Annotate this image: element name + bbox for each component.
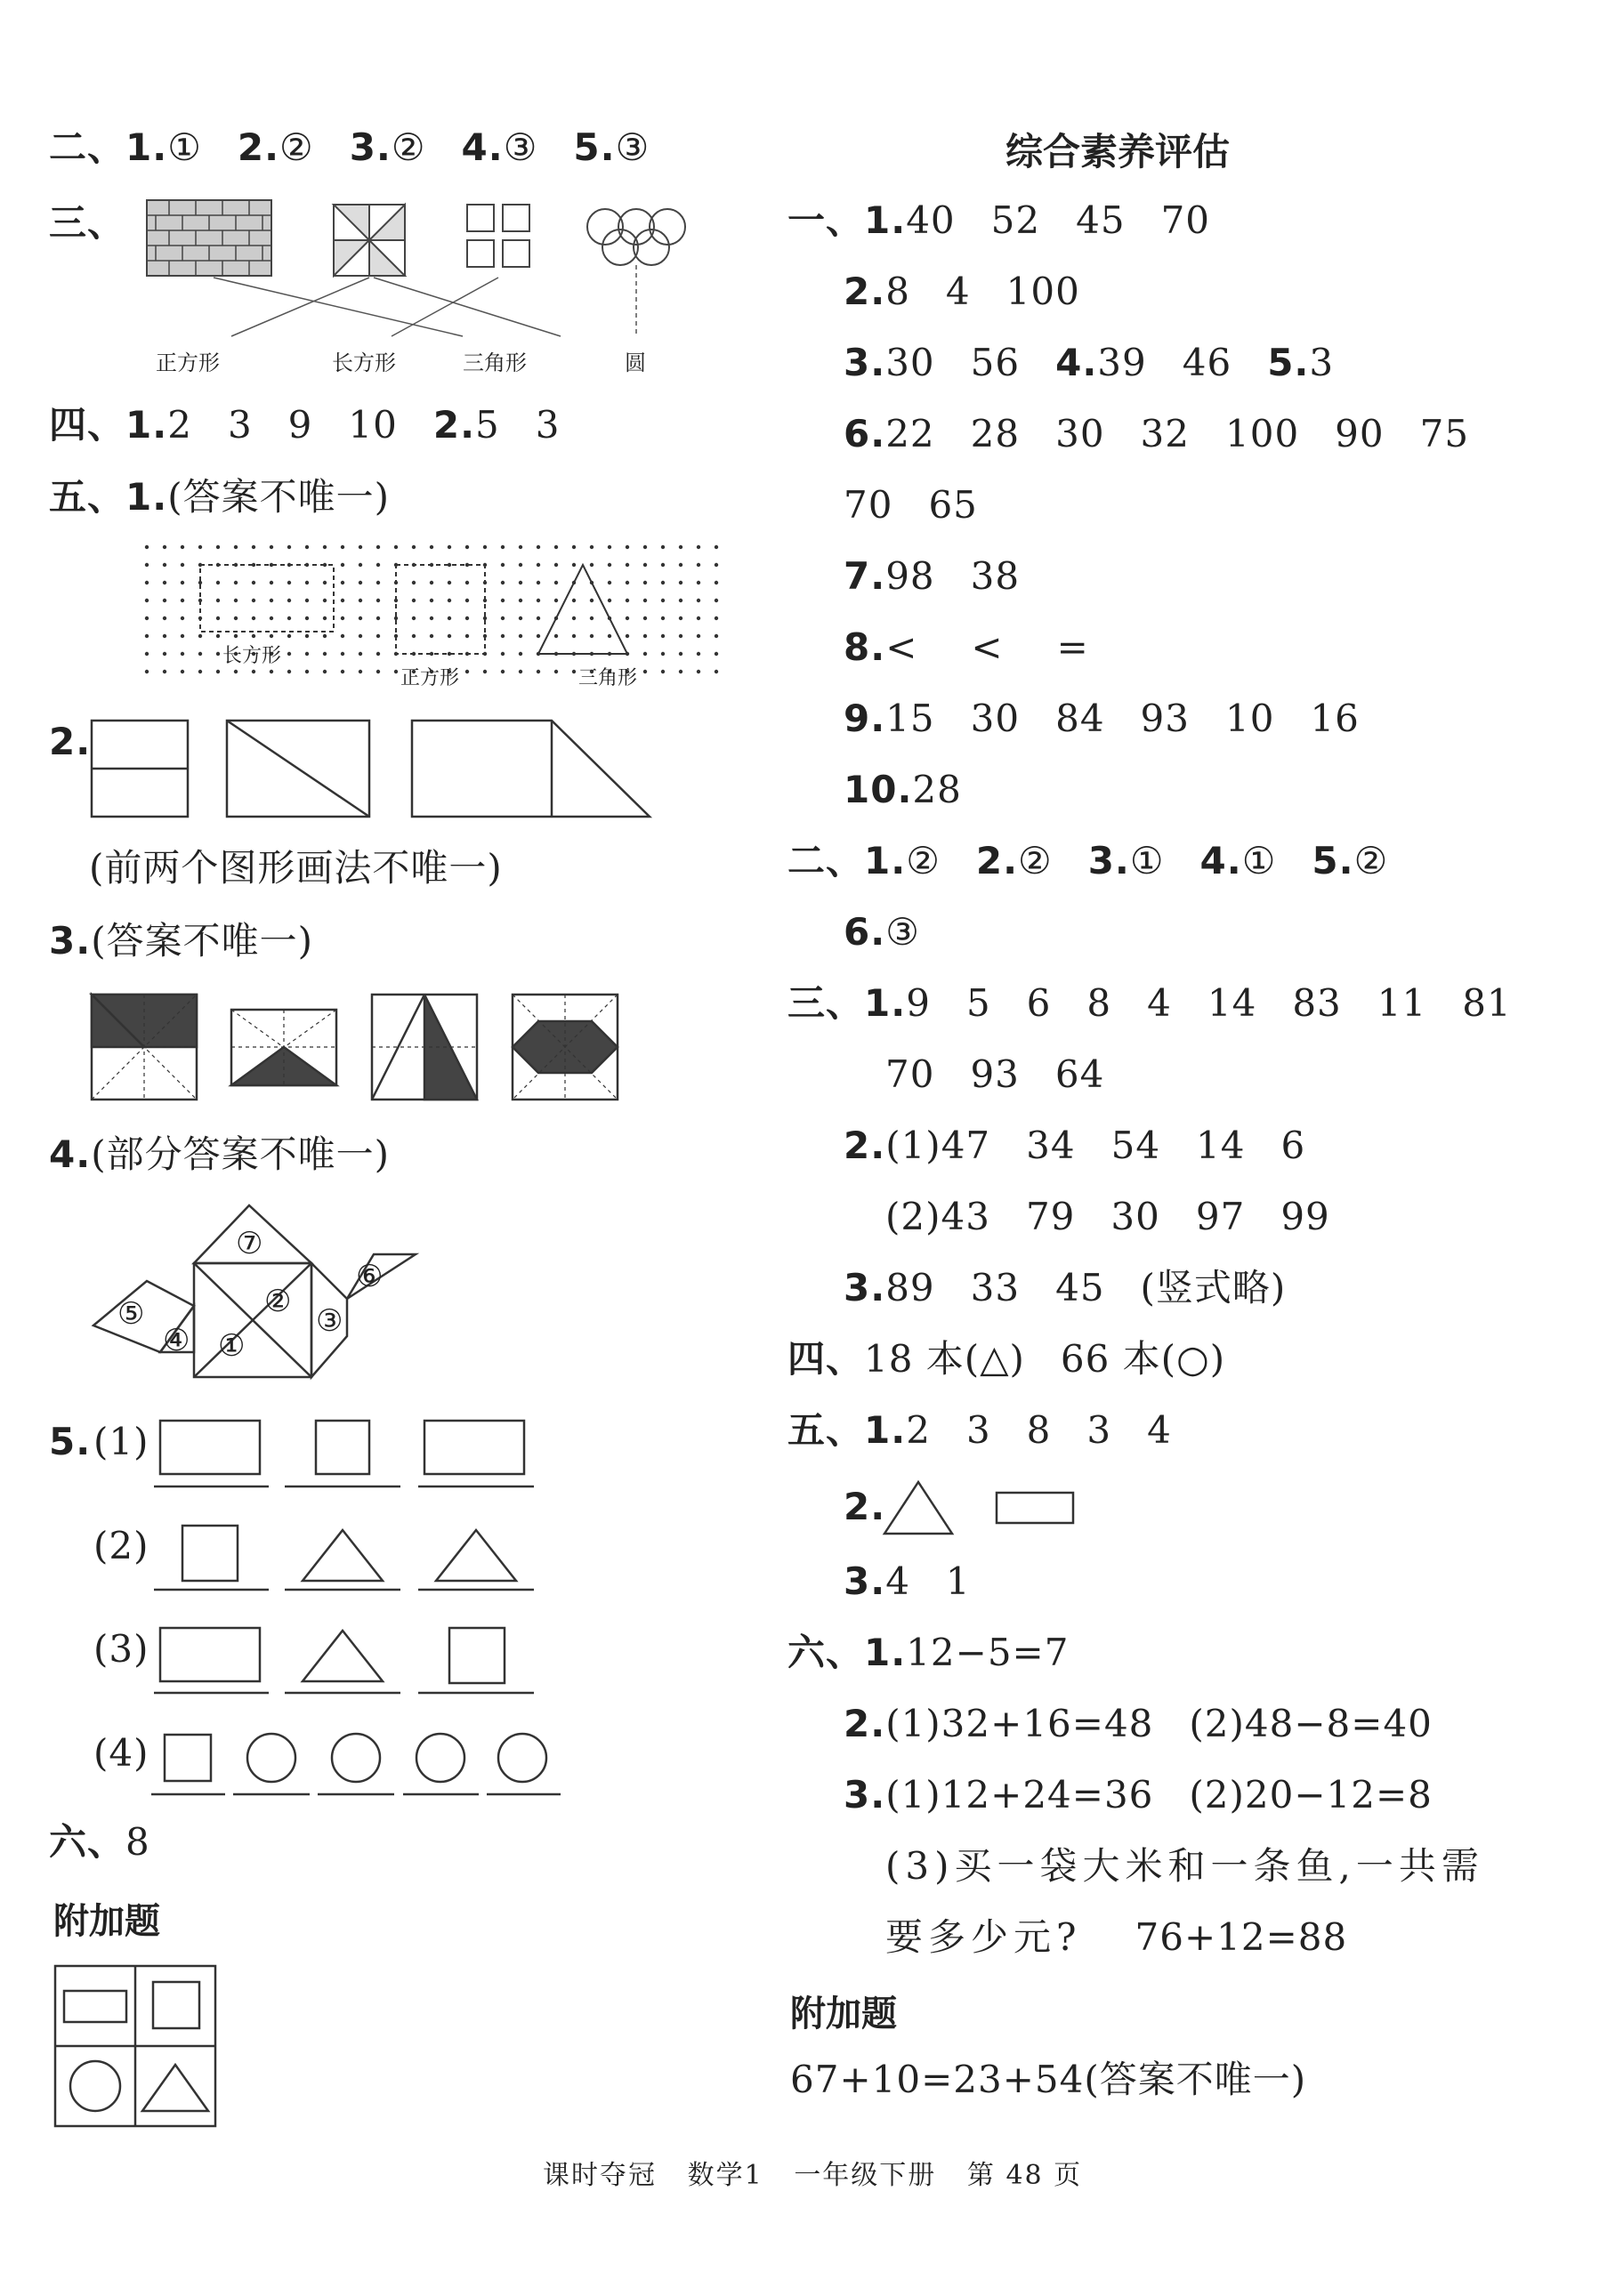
right-section-5-q1: 五、1.2 3 8 3 4 (787, 1408, 1172, 1452)
left-section-2: 二、1.① 2.② 3.② 4.③ 5.③ (49, 125, 650, 169)
left-section-4: 四、1.2 3 9 10 2.5 3 (49, 403, 561, 447)
right-s6-q3: 3.(1)12+24=36 (2)20−12=8 (844, 1773, 1433, 1817)
grid-label-triangle: 三角形 (578, 667, 638, 689)
right-s1-row8: 9.15 30 84 93 10 16 (844, 697, 1360, 740)
tangram-num: ⑥ (356, 1259, 384, 1294)
right-s6-q2: 2.(1)32+16=48 (2)48−8=40 (844, 1702, 1433, 1745)
left-section-3-prefix: 三、 (49, 201, 126, 245)
left-q4: 4.(部分答案不唯一) (49, 1132, 390, 1176)
grid-label-rectangle: 长方形 (222, 645, 282, 667)
matching-lines (214, 265, 636, 336)
left-extra-title: 附加题 (53, 1901, 160, 1942)
tangram-num: ④ (163, 1323, 190, 1358)
right-s1-row6: 7.98 38 (844, 554, 1021, 598)
right-s3-q2-p2: (2)43 79 30 97 99 (885, 1195, 1330, 1238)
right-s6-q3-part3: (3)买一袋大米和一条鱼,一共需 (885, 1844, 1484, 1888)
right-s3-q3: 3.89 33 45 (竖式略) (844, 1266, 1287, 1309)
right-s6-q1: 六、1.12−5=7 (787, 1631, 1070, 1674)
left-q2-number: 2. (49, 720, 92, 763)
label-triangle: 三角形 (463, 350, 527, 375)
right-s5-q3: 3.4 1 (844, 1559, 971, 1603)
left-q2-note: (前两个图形画法不唯一) (89, 846, 503, 890)
shaded-squares-figure (89, 992, 623, 1103)
right-s1-row1: 一、1.40 52 45 70 (787, 198, 1211, 242)
tangram-num: ③ (316, 1303, 343, 1339)
right-s3-q2-p1: 2.(1)47 34 54 14 6 (844, 1124, 1306, 1167)
right-s3-row1: 三、1.9 5 6 8 4 14 83 11 81 (787, 981, 1512, 1025)
tangram-num: ① (218, 1328, 246, 1364)
section-prefix: 二、 (49, 125, 126, 169)
left-q5-part: (4) (93, 1731, 149, 1775)
left-section-6: 六、8 (49, 1820, 150, 1864)
right-s5-q2: 2. (844, 1485, 886, 1528)
shape-matching-figure (142, 196, 694, 374)
label-circle: 圆 (625, 350, 646, 375)
right-extra-title: 附加题 (790, 1994, 897, 2034)
left-section-5-q1: 五、1.(答案不唯一) (49, 475, 390, 519)
right-s2-q6: 6.③ (844, 910, 920, 954)
left-q5-part: (2) (93, 1524, 149, 1567)
right-s1-row9: 10.28 (844, 768, 962, 811)
right-s1-row4: 6.22 28 30 32 100 90 75 (844, 412, 1470, 455)
left-q3: 3.(答案不唯一) (49, 919, 313, 963)
tangram-num: ② (264, 1284, 292, 1319)
right-section-4: 四、18 本(△) 66 本(○) (787, 1337, 1226, 1381)
label-square: 正方形 (156, 350, 220, 375)
left-q5-number: 5. (49, 1420, 92, 1463)
left-q5-part: (3) (93, 1627, 149, 1671)
grid-label-square: 正方形 (400, 667, 460, 689)
left-q5-part: (1) (93, 1420, 149, 1463)
pinwheel-icon (334, 205, 405, 276)
right-section-2: 二、1.② 2.② 3.① 4.① 5.② (787, 839, 1389, 882)
olympic-rings-icon (587, 209, 685, 265)
right-s1-row5: 70 65 (844, 483, 978, 527)
right-s3-row2: 70 93 64 (885, 1052, 1105, 1096)
window-grid-icon (467, 205, 529, 267)
right-extra-eq: 67+10=23+54(答案不唯一) (790, 2058, 1307, 2101)
triangle-rectangle-figure (881, 1477, 1086, 1539)
extra-grid-figure (53, 1964, 218, 2129)
tangram-num: ⑦ (236, 1226, 263, 1261)
tangram-num: ⑤ (117, 1296, 145, 1332)
right-s1-row7: 8.< < = (844, 625, 1089, 669)
label-rectangle: 长方形 (332, 350, 396, 375)
right-title: 综合素养评估 (1005, 130, 1231, 173)
right-s6-q3-part3-cont: 要多少元? 76+12=88 (885, 1915, 1348, 1959)
brick-wall-icon (147, 200, 271, 276)
right-s1-row2: 2.8 4 100 (844, 270, 1080, 313)
right-s1-row3: 3.30 56 4.39 46 5.3 (844, 341, 1335, 384)
divided-shapes-figure (85, 712, 663, 827)
shape-classification-figure (147, 1410, 574, 1801)
footer: 课时夺冠 数学1 一年级下册 第 48 页 (543, 2160, 1083, 2191)
